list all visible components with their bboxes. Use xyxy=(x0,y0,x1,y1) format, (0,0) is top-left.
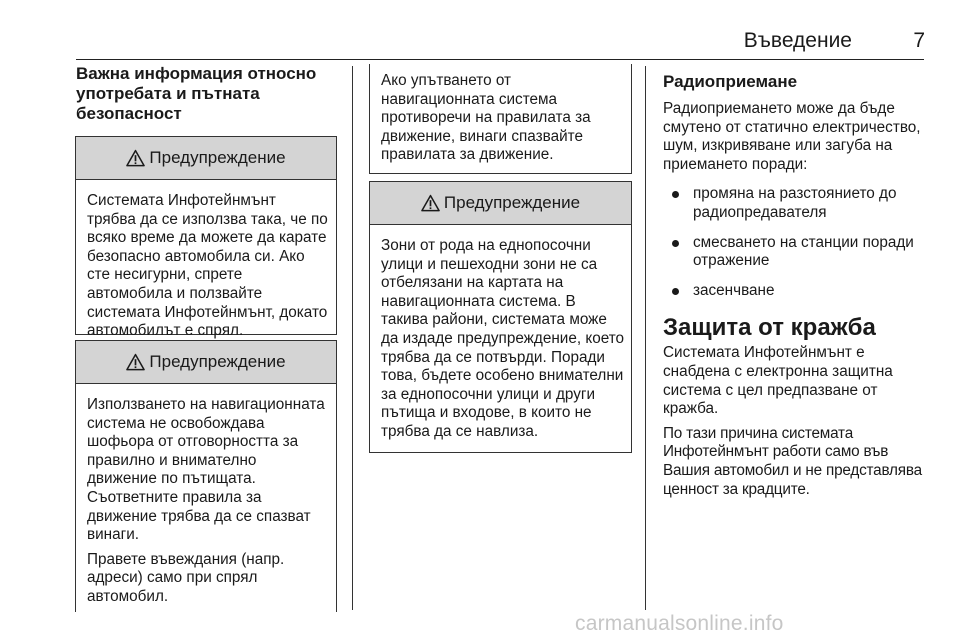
warning-box-header xyxy=(370,182,631,225)
warning-triangle-icon xyxy=(421,194,440,212)
warning-body xyxy=(76,384,336,607)
header-rule xyxy=(76,59,924,60)
page-number: 7 xyxy=(913,29,925,52)
warning-title: Предупреждение xyxy=(149,148,286,167)
theft-paragraph: По тази причина системата Инфотейнмънт работи само във Вашия автомобил и не представлява ценност за крадците. xyxy=(663,424,922,498)
right-column xyxy=(663,72,929,499)
warning-box-zones xyxy=(369,181,632,453)
warning-box-continuation xyxy=(369,64,632,174)
radio-causes-list xyxy=(663,185,929,300)
list-item: промяна на разстоянието до радиопредавателя xyxy=(663,185,929,222)
warning-box-navigation xyxy=(75,340,337,612)
column-divider-1 xyxy=(352,66,353,610)
warning-text: Зони от рода на еднопосочни улици и пешеходни зони не са отбелязани на картата на навигационната система. В такива райони, системата може да издаде предупреждение, което трябва да се потвърди. Поради това, бъдете особено внимателни за еднопосочни улици и други пътища и входове, в които не трябва да се навлиза. xyxy=(381,237,625,440)
continuation-text: Ако упътването от навигационната система противоречи на правилата за движение, винаги спазвайте правилата за движение. xyxy=(381,72,591,164)
warning-triangle-icon xyxy=(126,353,145,371)
warning-triangle-icon xyxy=(126,149,145,167)
warning-title: Предупреждение xyxy=(149,352,286,371)
warning-text: Системата Инфотейнмънт трябва да се използва така, че по всяко време да можете да карате безопасно автомобила си. Ако сте несигурни, спрете автомобила и ползвайте системата Инфотейнмънт, докато автомобилът е спрял. xyxy=(87,192,328,340)
column-divider-2 xyxy=(645,66,646,610)
watermark: carmanualsonline.info xyxy=(575,612,784,635)
warning-paragraph: Използването на навигационната система не освобождава шофьора от отговорността за правилно и внимателно движение по пътищата. Съответните правила за движение трябва да се спазват винаги. xyxy=(87,396,325,544)
warning-box-infotainment xyxy=(75,136,337,340)
warning-paragraph: Правете въвеждания (напр. адреси) само при спрял автомобил. xyxy=(87,550,285,605)
section-title: Въведение xyxy=(743,29,852,52)
radio-heading: Радиоприемане xyxy=(663,72,798,91)
theft-paragraph: Системата Инфотейнмънт е снабдена с електронна защитна система с цел предпазване от кражба. xyxy=(663,344,893,418)
list-item: смесването на станции поради отражение xyxy=(663,234,929,271)
list-item: засенчване xyxy=(663,282,929,301)
warning-box-header xyxy=(76,341,336,384)
warning-box-header xyxy=(76,137,336,180)
safety-heading: Важна информация относно употребата и пътната безопасност xyxy=(76,64,317,123)
radio-intro: Радиоприемането може да бъде смутено от статично електричество, шум, изкривяване или загуба на приемането поради: xyxy=(663,100,921,173)
theft-heading: Защита от кражба xyxy=(663,314,876,342)
warning-title: Предупреждение xyxy=(443,193,581,212)
